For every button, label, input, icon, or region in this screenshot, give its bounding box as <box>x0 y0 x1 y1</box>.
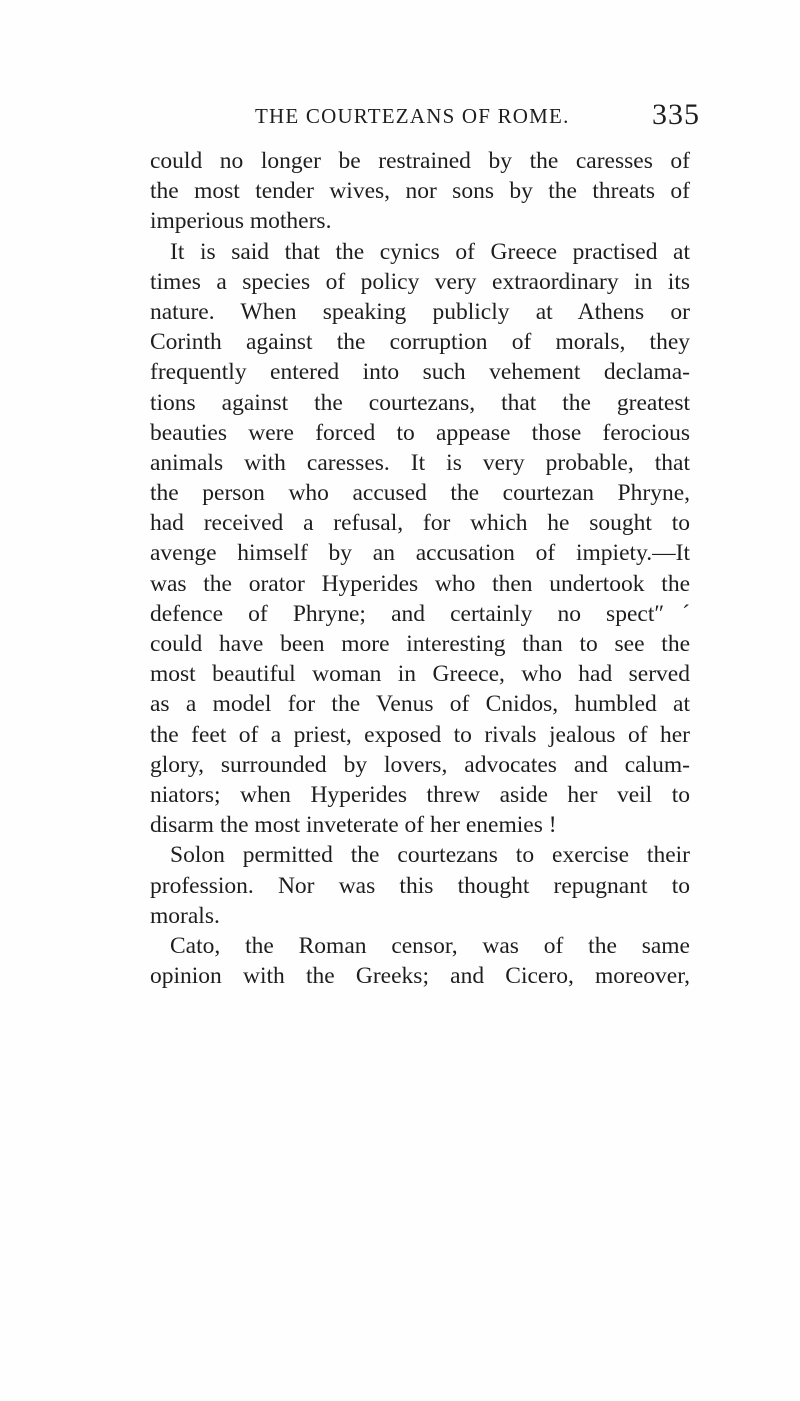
text-line: the person who accused the courtezan Phryne, <box>150 480 690 507</box>
text-line: frequently entered into such vehement declama- <box>150 359 690 386</box>
text-line: beauties were forced to appease those ferocious <box>150 419 690 446</box>
text-line: the feet of a priest, exposed to rivals jealous of her <box>150 721 690 748</box>
text-line: Corinth against the corruption of morals, they <box>150 329 690 356</box>
text-line: imperious mothers. <box>150 208 332 235</box>
text-line: could no longer be restrained by the caresses of <box>150 148 690 174</box>
text-line: disarm the most inveterate of her enemies ! <box>150 812 557 839</box>
text-line: defence of Phryne; and certainly no spectʺˊ <box>150 600 690 627</box>
body-text <box>150 146 690 991</box>
text-line: profession. Nor was this thought repugnant to <box>150 872 690 899</box>
paragraph-first-line: Solon permitted the courtezans to exercise their <box>170 842 690 869</box>
text-line: avenge himself by an accusation of impiety.—It <box>150 540 690 567</box>
text-line: times a species of policy very extraordinary in its <box>150 268 690 295</box>
paragraph-first-line: Cato, the Roman censor, was of the same <box>170 932 690 959</box>
text-line: most beautiful woman in Greece, who had served <box>150 661 690 688</box>
text-line: opinion with the Greeks; and Cicero, moreover, <box>150 963 690 990</box>
text-line: had received a refusal, for which he sought to <box>150 510 690 537</box>
text-line: could have been more interesting than to see the <box>150 631 690 657</box>
running-head <box>0 96 800 136</box>
text-line: nature. When speaking publicly at Athens or <box>150 298 690 325</box>
text-line: glory, surrounded by lovers, advocates and calum- <box>150 751 690 778</box>
text-line: tions against the courtezans, that the greatest <box>150 389 690 416</box>
text-line: morals. <box>150 902 220 929</box>
text-line: was the orator Hyperides who then undertook the <box>150 570 690 597</box>
text-line: the most tender wives, nor sons by the threats of <box>150 178 690 205</box>
running-head-title: THE COURTEZANS OF ROME. <box>255 104 570 128</box>
paragraph-first-line: It is said that the cynics of Greece practised at <box>170 238 690 265</box>
text-line: niators; when Hyperides threw aside her veil to <box>150 781 690 808</box>
text-line: as a model for the Venus of Cnidos, humbled at <box>150 691 690 718</box>
text-line: animals with caresses. It is very probable, that <box>150 449 690 476</box>
page-number: 335 <box>652 98 700 131</box>
